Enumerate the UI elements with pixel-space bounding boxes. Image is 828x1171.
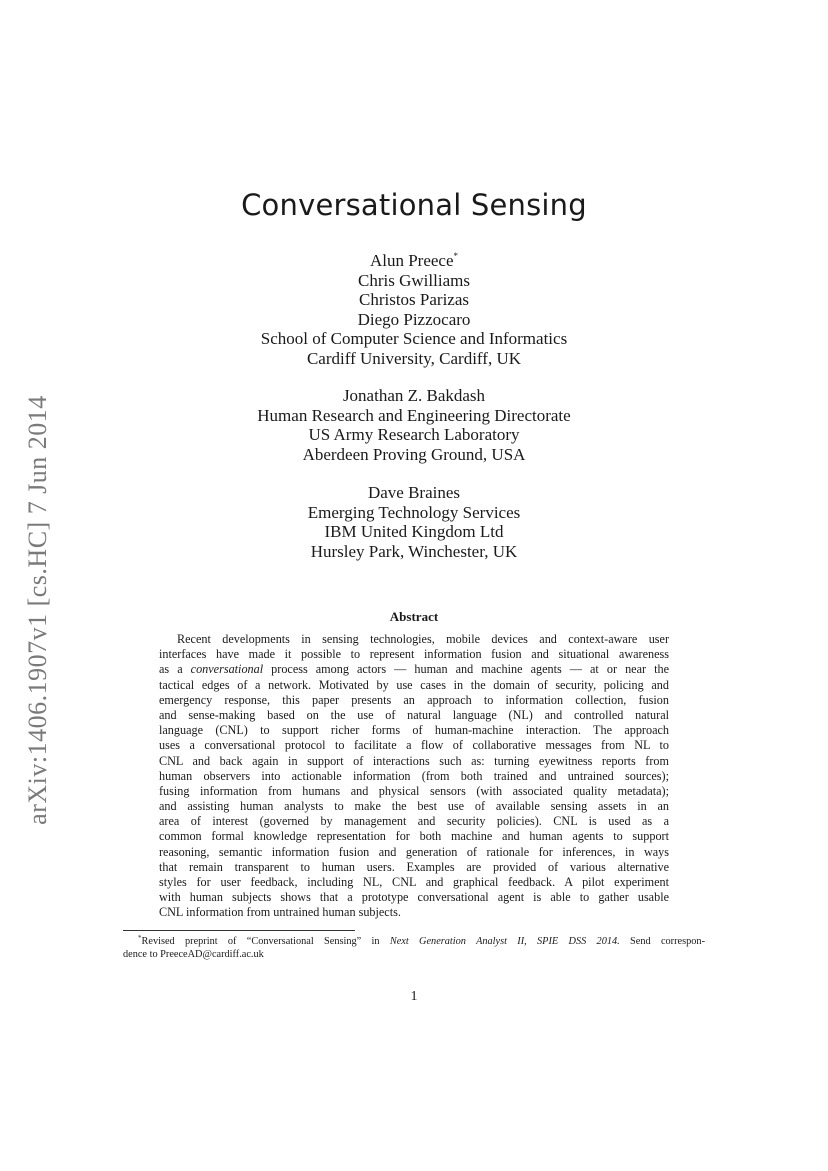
paper-title: Conversational Sensing — [241, 188, 587, 222]
abstract-line: uses a conversational protocol to facilitate a flow of collaborative messages from NL to — [159, 738, 669, 753]
abstract-line: CNL and back again in support of interactions such as: turning eyewitness reports from — [159, 753, 669, 768]
abstract-line: interfaces have made it possible to represent information fusion and situational awareness — [159, 647, 669, 662]
author-name: Chris Gwilliams — [358, 270, 470, 290]
abstract-line: with human subjects shows that a prototype conversational agent is able to gather usable — [159, 890, 669, 905]
author-name: Dave Braines — [367, 483, 461, 502]
institution-department: Human Research and Engineering Directorate — [257, 405, 571, 425]
institution-department: Emerging Technology Services — [307, 502, 521, 522]
abstract-heading: Abstract — [389, 609, 439, 624]
abstract-line: reasoning, semantic information fusion and generation of rationale for inferences, in ways — [159, 844, 669, 859]
abstract-line: and sense-making based on the use of natural language (NL) and controlled natural — [159, 707, 669, 722]
page-number: 1 — [410, 989, 418, 1004]
footnote-line: dence to PreeceAD@cardiff.ac.uk — [123, 949, 264, 960]
abstract-line: that remain transparent to human users. Examples are provided of various alternative — [159, 859, 669, 874]
affiliation-block-ibm — [0, 483, 828, 561]
affiliation-block-army — [0, 386, 828, 464]
footnote-divider — [123, 930, 355, 931]
institution-name: School of Computer Science and Informatics — [260, 329, 568, 348]
affiliation-block-cardiff — [0, 251, 828, 368]
author-name: Diego Pizzocaro — [357, 309, 471, 329]
author-name: Alun Preece* — [369, 251, 459, 270]
emphasis-text: conversational — [190, 662, 264, 677]
footnote-marker: * — [138, 934, 142, 942]
abstract-line: emergency response, this paper presents an approach to information collection, fusion — [159, 692, 669, 707]
institution-name: IBM United Kingdom Ltd — [324, 522, 504, 541]
abstract-line: area of interest (governed by management and security policies). CNL is used as a — [159, 814, 669, 829]
institution-location: Cardiff University, Cardiff, UK — [306, 348, 522, 368]
abstract-line: language (CNL) to support richer forms of human-machine interaction. The approach — [159, 723, 669, 738]
institution-location: Hursley Park, Winchester, UK — [310, 541, 518, 561]
footnote — [123, 935, 705, 961]
institution-location: Aberdeen Proving Ground, USA — [302, 444, 526, 464]
abstract-line: human observers into actionable information (from both trained and untrained sources); — [159, 768, 669, 783]
abstract-line: CNL information from untrained human subjects. — [159, 905, 401, 920]
abstract-line: Recent developments in sensing technologies, mobile devices and context-aware user — [177, 632, 669, 646]
author-name: Jonathan Z. Bakdash — [342, 386, 486, 405]
abstract-line: as a conversational process among actors — human and machine agents — at or near the — [159, 662, 669, 677]
institution-name: US Army Research Laboratory — [308, 425, 520, 444]
abstract-line: and assisting human analysts to make the best use of available sensing assets in an — [159, 799, 669, 814]
author-name: Christos Parizas — [358, 290, 470, 309]
abstract-body — [159, 632, 669, 921]
arxiv-identifier-text: arXiv:1406.1907v1 [cs.HC] 7 Jun 2014 — [23, 395, 53, 825]
abstract-line: styles for user feedback, including NL, CNL and graphical feedback. A pilot experiment — [159, 875, 669, 889]
abstract-line: fusing information from humans and physical sensors (with associated quality metadata); — [159, 783, 669, 798]
venue-text: Next Generation Analyst II, SPIE DSS 2014. — [389, 936, 620, 947]
abstract-line: tactical edges of a network. Motivated by use cases in the domain of security, policing and — [159, 677, 669, 692]
footnote-marker: * — [453, 251, 459, 261]
footnote-line: *Revised preprint of “Conversational Sensing” in Next Generation Analyst II, SPIE DSS 2014. Send correspon- — [138, 934, 705, 947]
abstract-line: common formal knowledge representation for both machine and human agents to support — [159, 829, 669, 844]
